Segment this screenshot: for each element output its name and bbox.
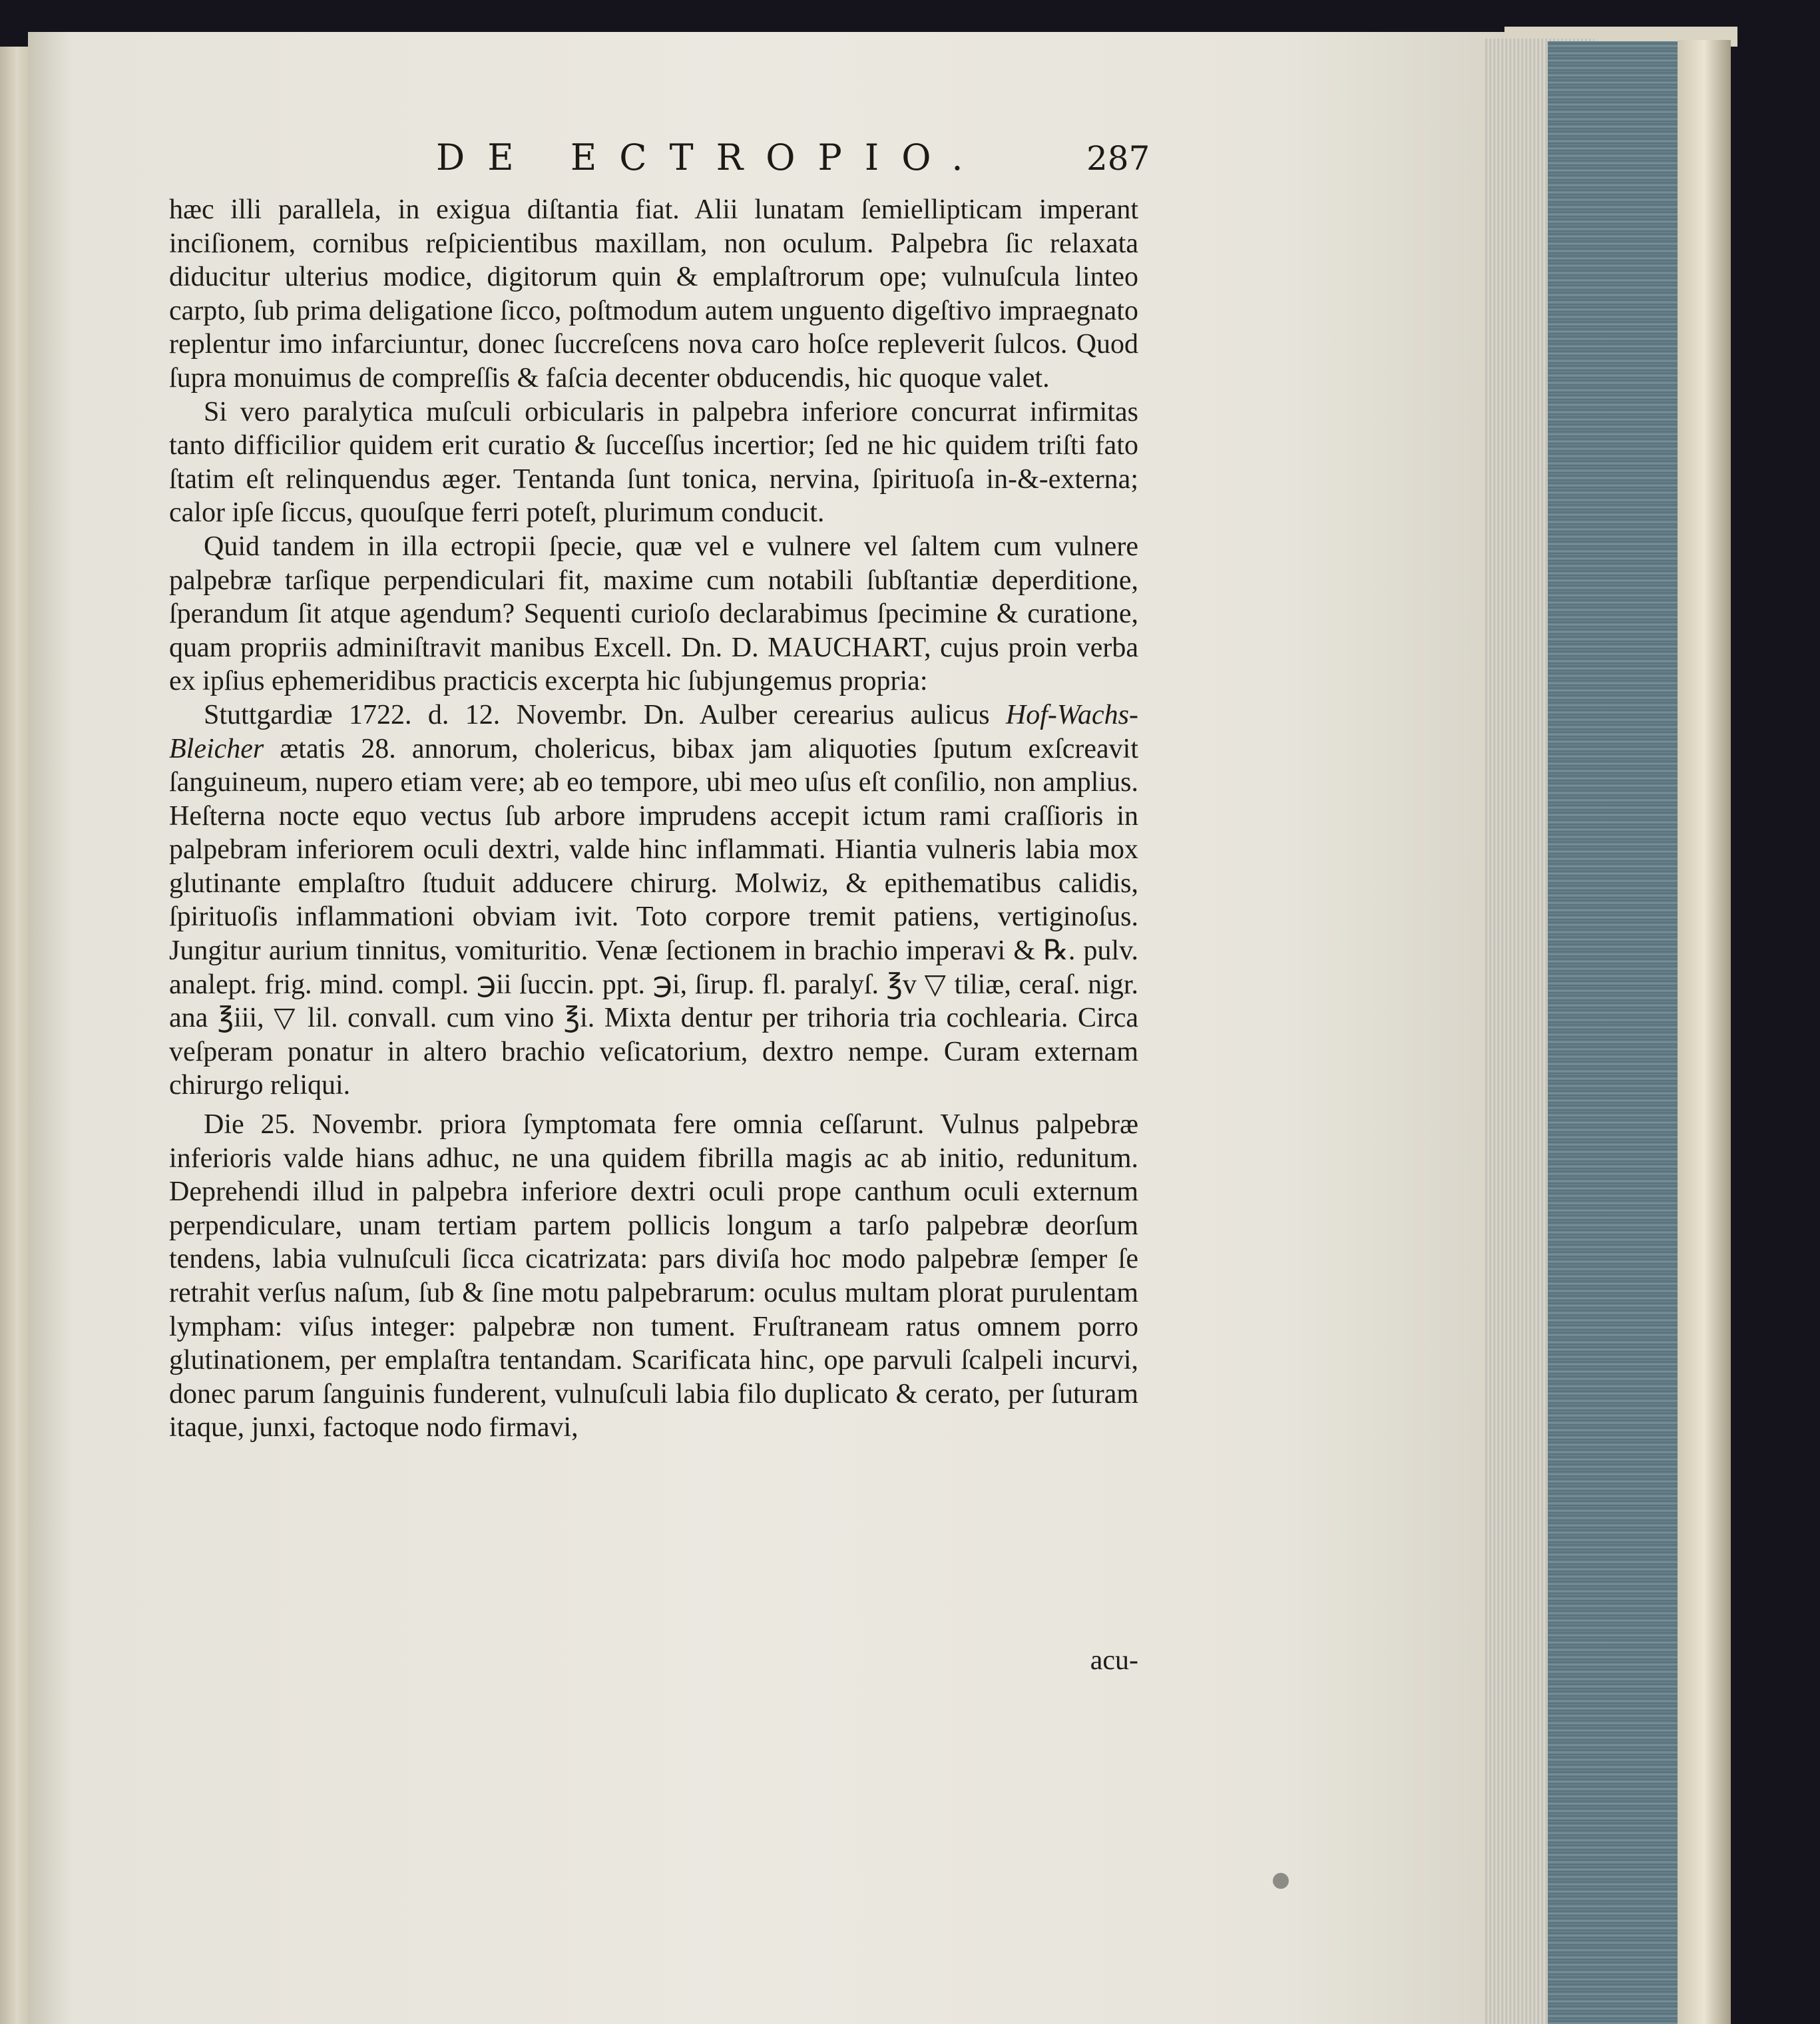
page-header — [0, 136, 1820, 183]
paragraph: Si vero paralytica muſculi orbicularis in palpebra inferiore concurrat infirmitas tanto difficilior quidem erit curatio & ſucceſſus incertior; ſed ne hic quidem triſti fato ſtatim eſt relinquendus æger. Tentanda ſunt tonica, nervina, ſpirituoſa in-&-externa; calor ipſe ſiccus, quouſque ferri poteſt, plurimum conducit. — [169, 396, 1138, 529]
body-text — [169, 193, 1138, 1445]
catchword: acu- — [1090, 1645, 1138, 1676]
page-number: 287 — [1086, 139, 1150, 178]
paragraph: Quid tandem in illa ectropii ſpecie, quæ vel e vulnere vel ſaltem cum vulnere palpebræ tarſique perpendiculari fit, maxime cum notabili ſubſtantiæ deperditione, ſperandum ſit atque agendum? Sequenti curioſo declarabimus ſpecimine & curatione, quam propriis adminiſtravit manibus Excell. Dn. D. MAUCHART, cujus proin verba ex ipſius ephemeridibus practicis excerpta hic ſubjungemus propria: — [169, 531, 1138, 697]
ink-spot — [1273, 1873, 1289, 1889]
italic-term: Hof-Wachs-Bleicher — [169, 699, 1138, 764]
paragraph: Die 25. Novembr. priora ſymptomata fere omnia ceſſarunt. Vulnus palpebræ inferioris valde hians adhuc, ne una quidem fibrilla magis ac ab initio, redunitum. Deprehendi illud in palpebra inferiore dextri oculi prope canthum oculi externum perpendiculare, unam tertiam partem pollicis longum a tarſo palpebræ deorſum tendens, labia vulnuſculi ſicca cicatrizata: pars diviſa hoc modo palpebræ ſemper ſe retrahit verſus naſum, ſub & ſine motu palpebrarum: oculus multam plorat purulentam lympham: viſus integer: palpebræ non tument. Fruſtraneam ratus omnem porro glutinationem, per emplaſtra tentandam. Scarificata hinc, ope parvuli ſcalpeli incurvi, donec parum ſanguinis funderent, vulnuſculi labia filo duplicato & cerato, per ſuturam itaque, junxi, factoque nodo firmavi, — [169, 1109, 1138, 1443]
marbled-fore-edge — [1548, 41, 1685, 2024]
paragraph: hæc illi parallela, in exigua diſtantia fiat. Alii lunatam ſemiellipticam imperant inciſionem, cornibus reſpicientibus maxillam, non oculum. Palpebra ſic relaxata diducitur ulterius modice, digitorum quin & emplaſtrorum ope; vulnuſcula linteo carpto, ſub prima deligatione ſicco, poſtmodum autem unguento digeſtivo impraegnato replentur imo infarciuntur, donec ſuccreſcens nova caro hoſce repleverit ſulcos. Quod ſupra monuimus de compreſſis & faſcia decenter obducendis, hic quoque valet. — [169, 194, 1138, 393]
book-cover-edge — [1678, 40, 1731, 2024]
text-run: ætatis 28. annorum, cholericus, bibax jam aliquoties ſputum exſcreavit ſanguineum, nupero etiam vere; ab eo tempore, ubi meo uſus eſt conſilio, non amplius. Heſterna nocte equo vectus ſub arbore imprudens accepit ictum rami craſſioris in palpebram inferiorem oculi dextri, valde hinc inflammati. Hiantia vulneris labia mox glutinante emplaſtro ſtuduit adducere chirurg. Molwiz, & epithematibus calidis, ſpirituoſis inflammationi obviam ivit. Toto corpore tremit patiens, vertiginoſus. Jungitur aurium tinnitus, vomituritio. Venæ ſectionem in brachio imperavi & ℞. pulv. analept. frig. mind. compl. ℈ii ſuccin. ppt. ℈i, ſirup. fl. paralyſ. ℥v ▽ tiliæ, ceraſ. nigr. ana ℥iii, ▽ lil. convall. cum vino ℥i. Mixta dentur per trihoria tria cochlearia. Circa veſperam ponatur in altero brachio veſicatorium, dextro nempe. Curam externam chirurgo reliqui. — [169, 733, 1138, 1101]
paragraph-case-report — [169, 698, 1138, 1103]
text-run: Stuttgardiæ 1722. d. 12. Novembr. Dn. Aulber cerearius aulicus — [204, 699, 1006, 730]
previous-page-edge — [0, 47, 28, 2024]
running-title: DE ECTROPIO. — [436, 136, 986, 178]
